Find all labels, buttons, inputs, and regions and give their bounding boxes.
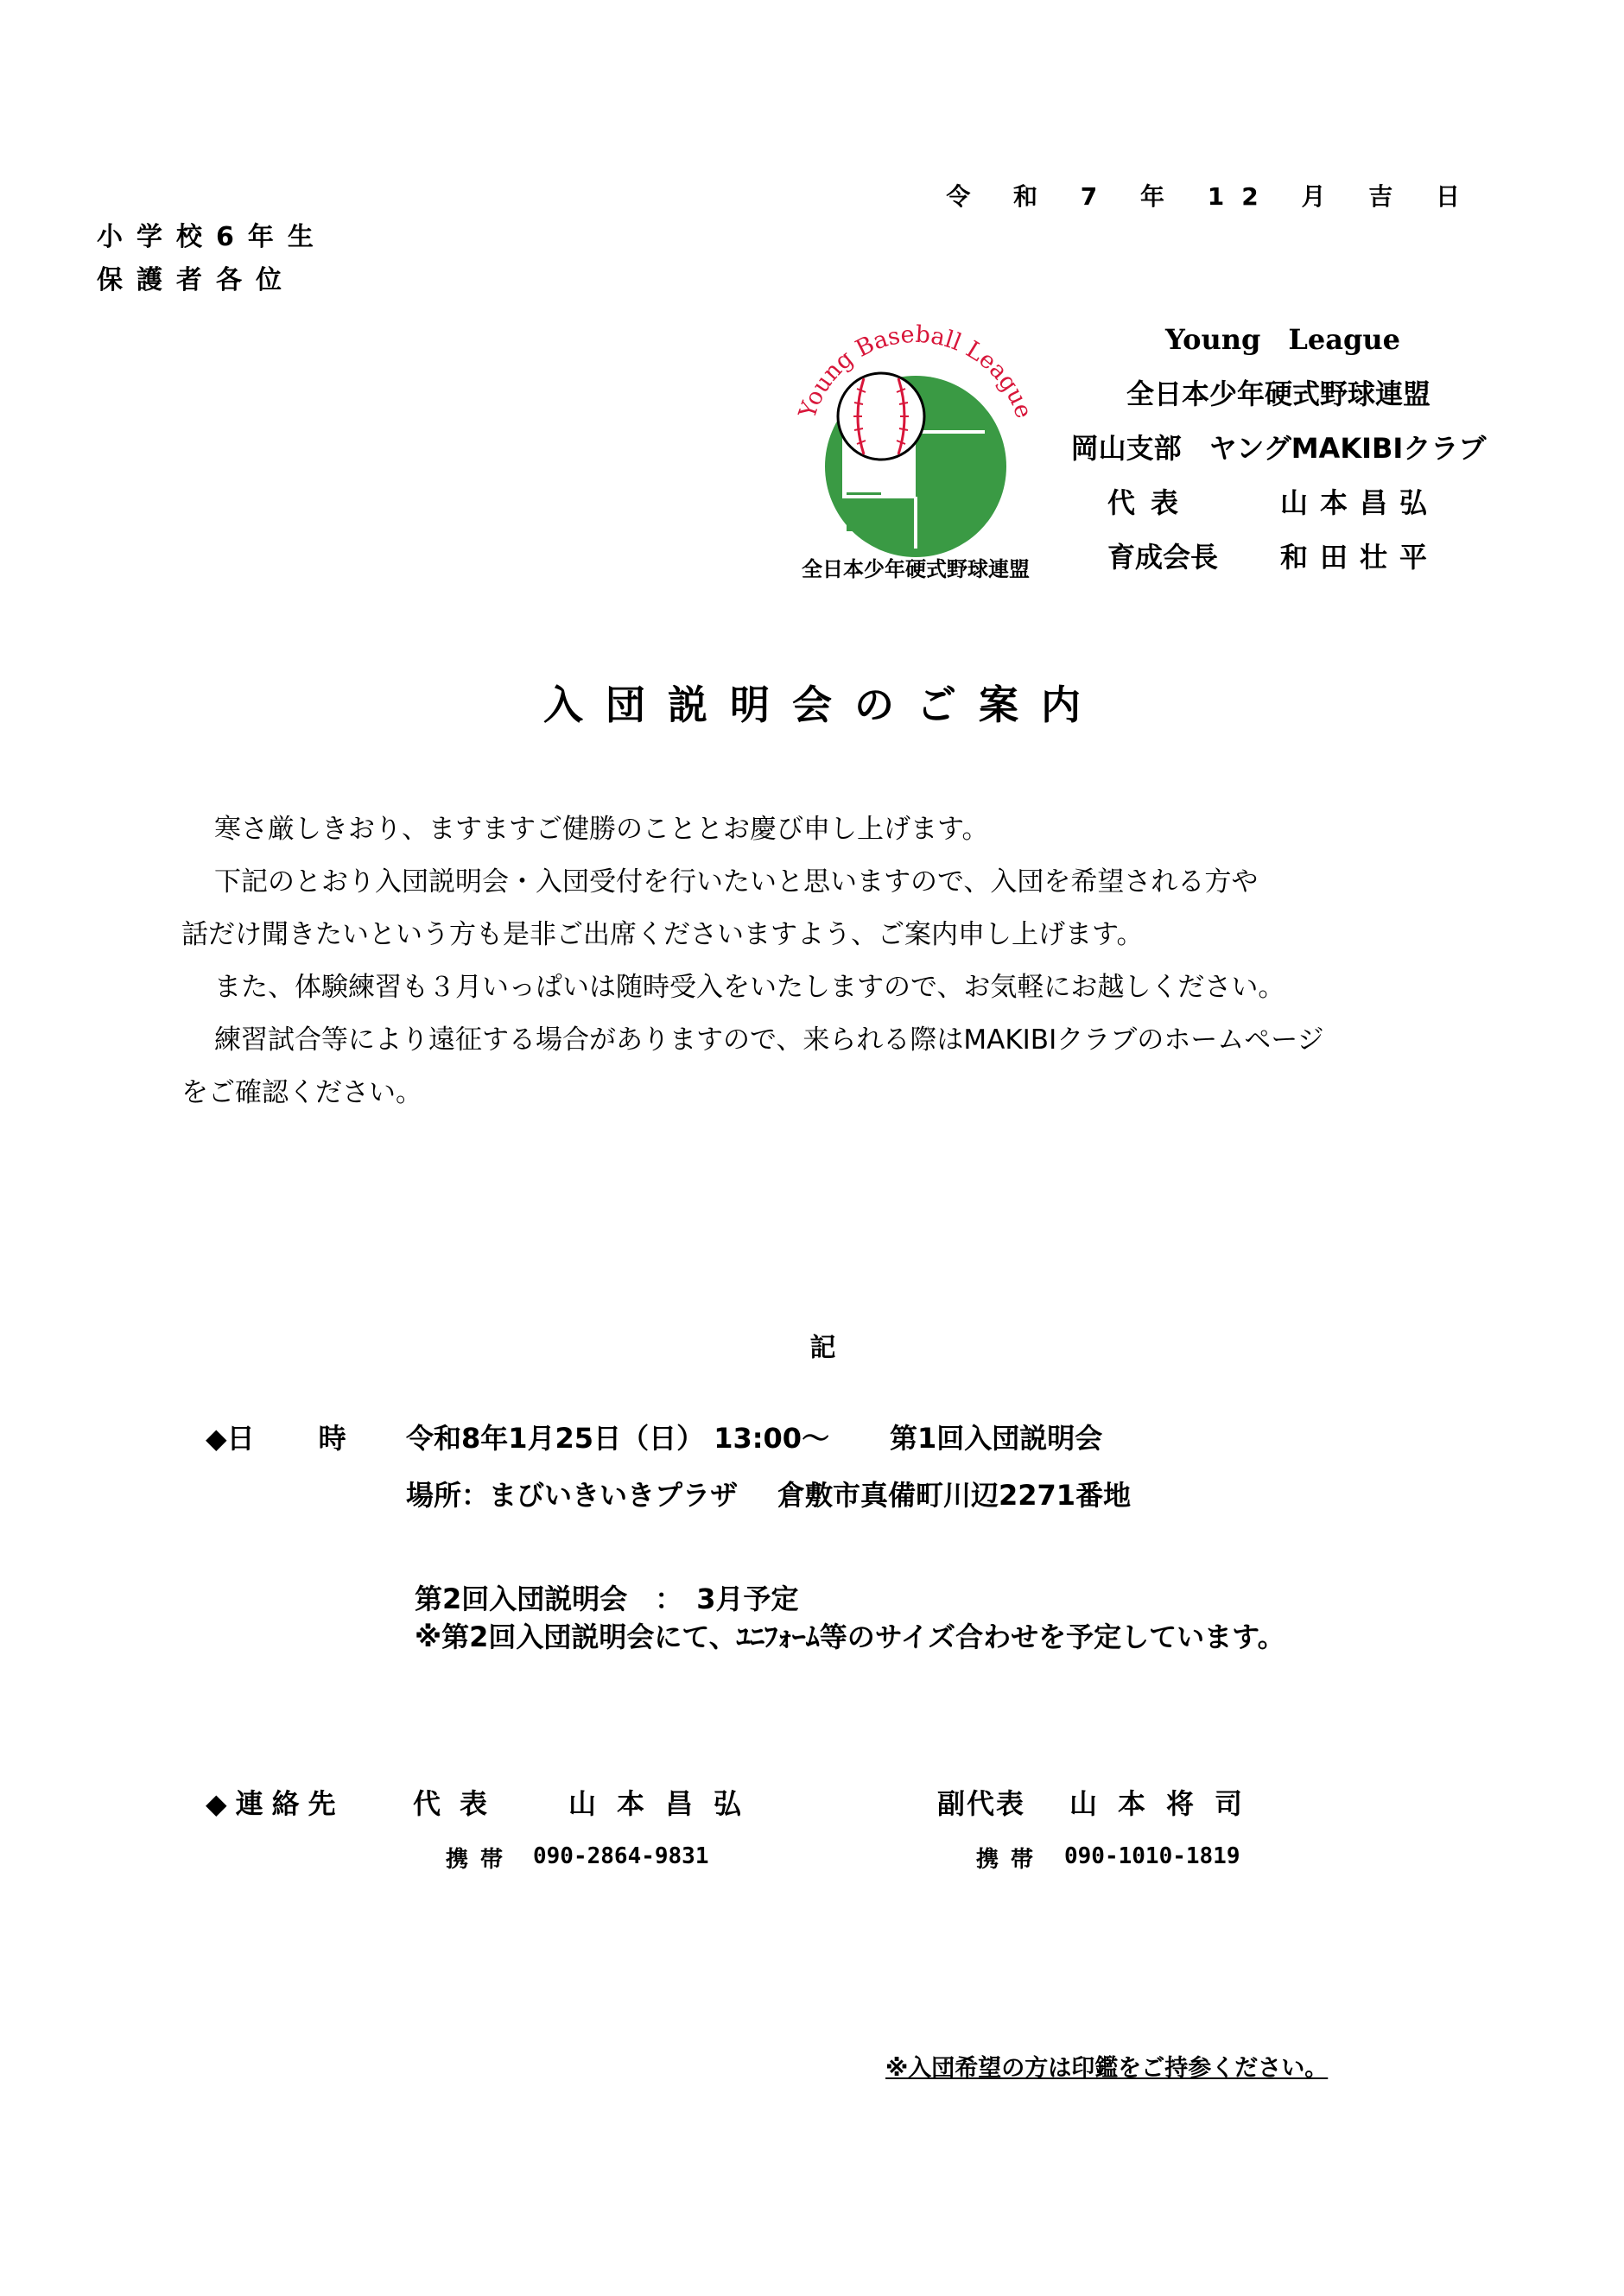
- contact-rep-name: 山本昌弘: [568, 1787, 763, 1820]
- body-line-5: 練習試合等により遠征する場合がありますので、来られる際はMAKIBIクラブのホームページ: [214, 1024, 1324, 1056]
- contact-vice-role: 副代表: [937, 1787, 1026, 1820]
- body-line-4: また、体験練習も３月いっぱいは随時受入をいたしますので、お気軽にお越しください。: [214, 972, 1285, 1003]
- schedule-place: 場所：まびいきいきプラザ: [406, 1479, 739, 1512]
- federation-name: 全日本少年硬式野球連盟: [1126, 377, 1431, 410]
- schedule-date: 令和8年1月25日（日） 13:00～: [406, 1422, 830, 1455]
- page-title: 入団説明会のご案内: [543, 682, 1103, 728]
- development-chair-role: 育成会長: [1107, 541, 1219, 574]
- contact-vice-tel: 090-1010-1819: [1064, 1843, 1240, 1869]
- schedule-label: [206, 1417, 346, 1456]
- development-chair-name: 和田壮平: [1280, 541, 1440, 574]
- contact-rep-role: 代表: [413, 1787, 507, 1820]
- footnote: ※入団希望の方は印鑑をご持参ください。: [885, 2055, 1329, 2082]
- contact-rep-tel-label: 携帯: [446, 1847, 516, 1873]
- schedule-second-session: 第2回入団説明会 ： 3月予定: [415, 1582, 799, 1615]
- logo-caption: 全日本少年硬式野球連盟: [802, 556, 1030, 581]
- contact-rep-tel: 090-2864-9831: [533, 1843, 709, 1869]
- document-date: 令 和 7 年 12 月 吉 日: [946, 182, 1477, 211]
- contact-label: ◆連絡先: [206, 1787, 345, 1820]
- schedule-label-b: 時: [318, 1422, 346, 1455]
- body-line-2: 下記のとおり入団説明会・入団受付を行いたいと思いますので、入団を希望される方や: [214, 866, 1259, 897]
- schedule-address: 倉敷市真備町川辺2271番地: [777, 1479, 1132, 1512]
- development-chair-row: [1054, 530, 1503, 585]
- contact-vice-name: 山本将司: [1069, 1787, 1264, 1820]
- representative-row: [1054, 476, 1503, 530]
- body-text: [181, 803, 1477, 1119]
- branch-club-name: 岡山支部 ヤングMAKIBIクラブ: [1070, 432, 1487, 465]
- young-league-logo: [777, 320, 1054, 587]
- logo-baseball: [838, 373, 924, 460]
- recipients: [97, 216, 327, 302]
- schedule-event: 第1回入団説明会: [890, 1422, 1103, 1455]
- recipient-line-1: 小学校6年生: [97, 222, 327, 252]
- body-line-3: 話だけ聞きたいという方も是非ご出席くださいますよう、ご案内申し上げます。: [181, 919, 1144, 950]
- organization-block: [1054, 313, 1503, 585]
- contact-vice-tel-label: 携帯: [976, 1847, 1046, 1873]
- representative-name: 山本昌弘: [1280, 486, 1440, 519]
- logo-arc-textpath: Young Baseball League: [794, 320, 1037, 422]
- body-line-1: 寒さ厳しきおり、ますますご健勝のこととお慶び申し上げます。: [214, 814, 989, 845]
- schedule-label-a: ◆日: [206, 1422, 255, 1455]
- ki-heading: 記: [809, 1333, 836, 1363]
- recipient-line-2: 保護者各位: [97, 265, 295, 295]
- representative-role: 代表: [1107, 486, 1195, 519]
- schedule-note: ※第2回入団説明会にて、ﾕﾆﾌｫｰﾑ等のサイズ合わせを予定しています。: [415, 1621, 1285, 1653]
- league-name-en: Young League: [1165, 323, 1400, 356]
- body-line-6: をご確認ください。: [181, 1077, 422, 1108]
